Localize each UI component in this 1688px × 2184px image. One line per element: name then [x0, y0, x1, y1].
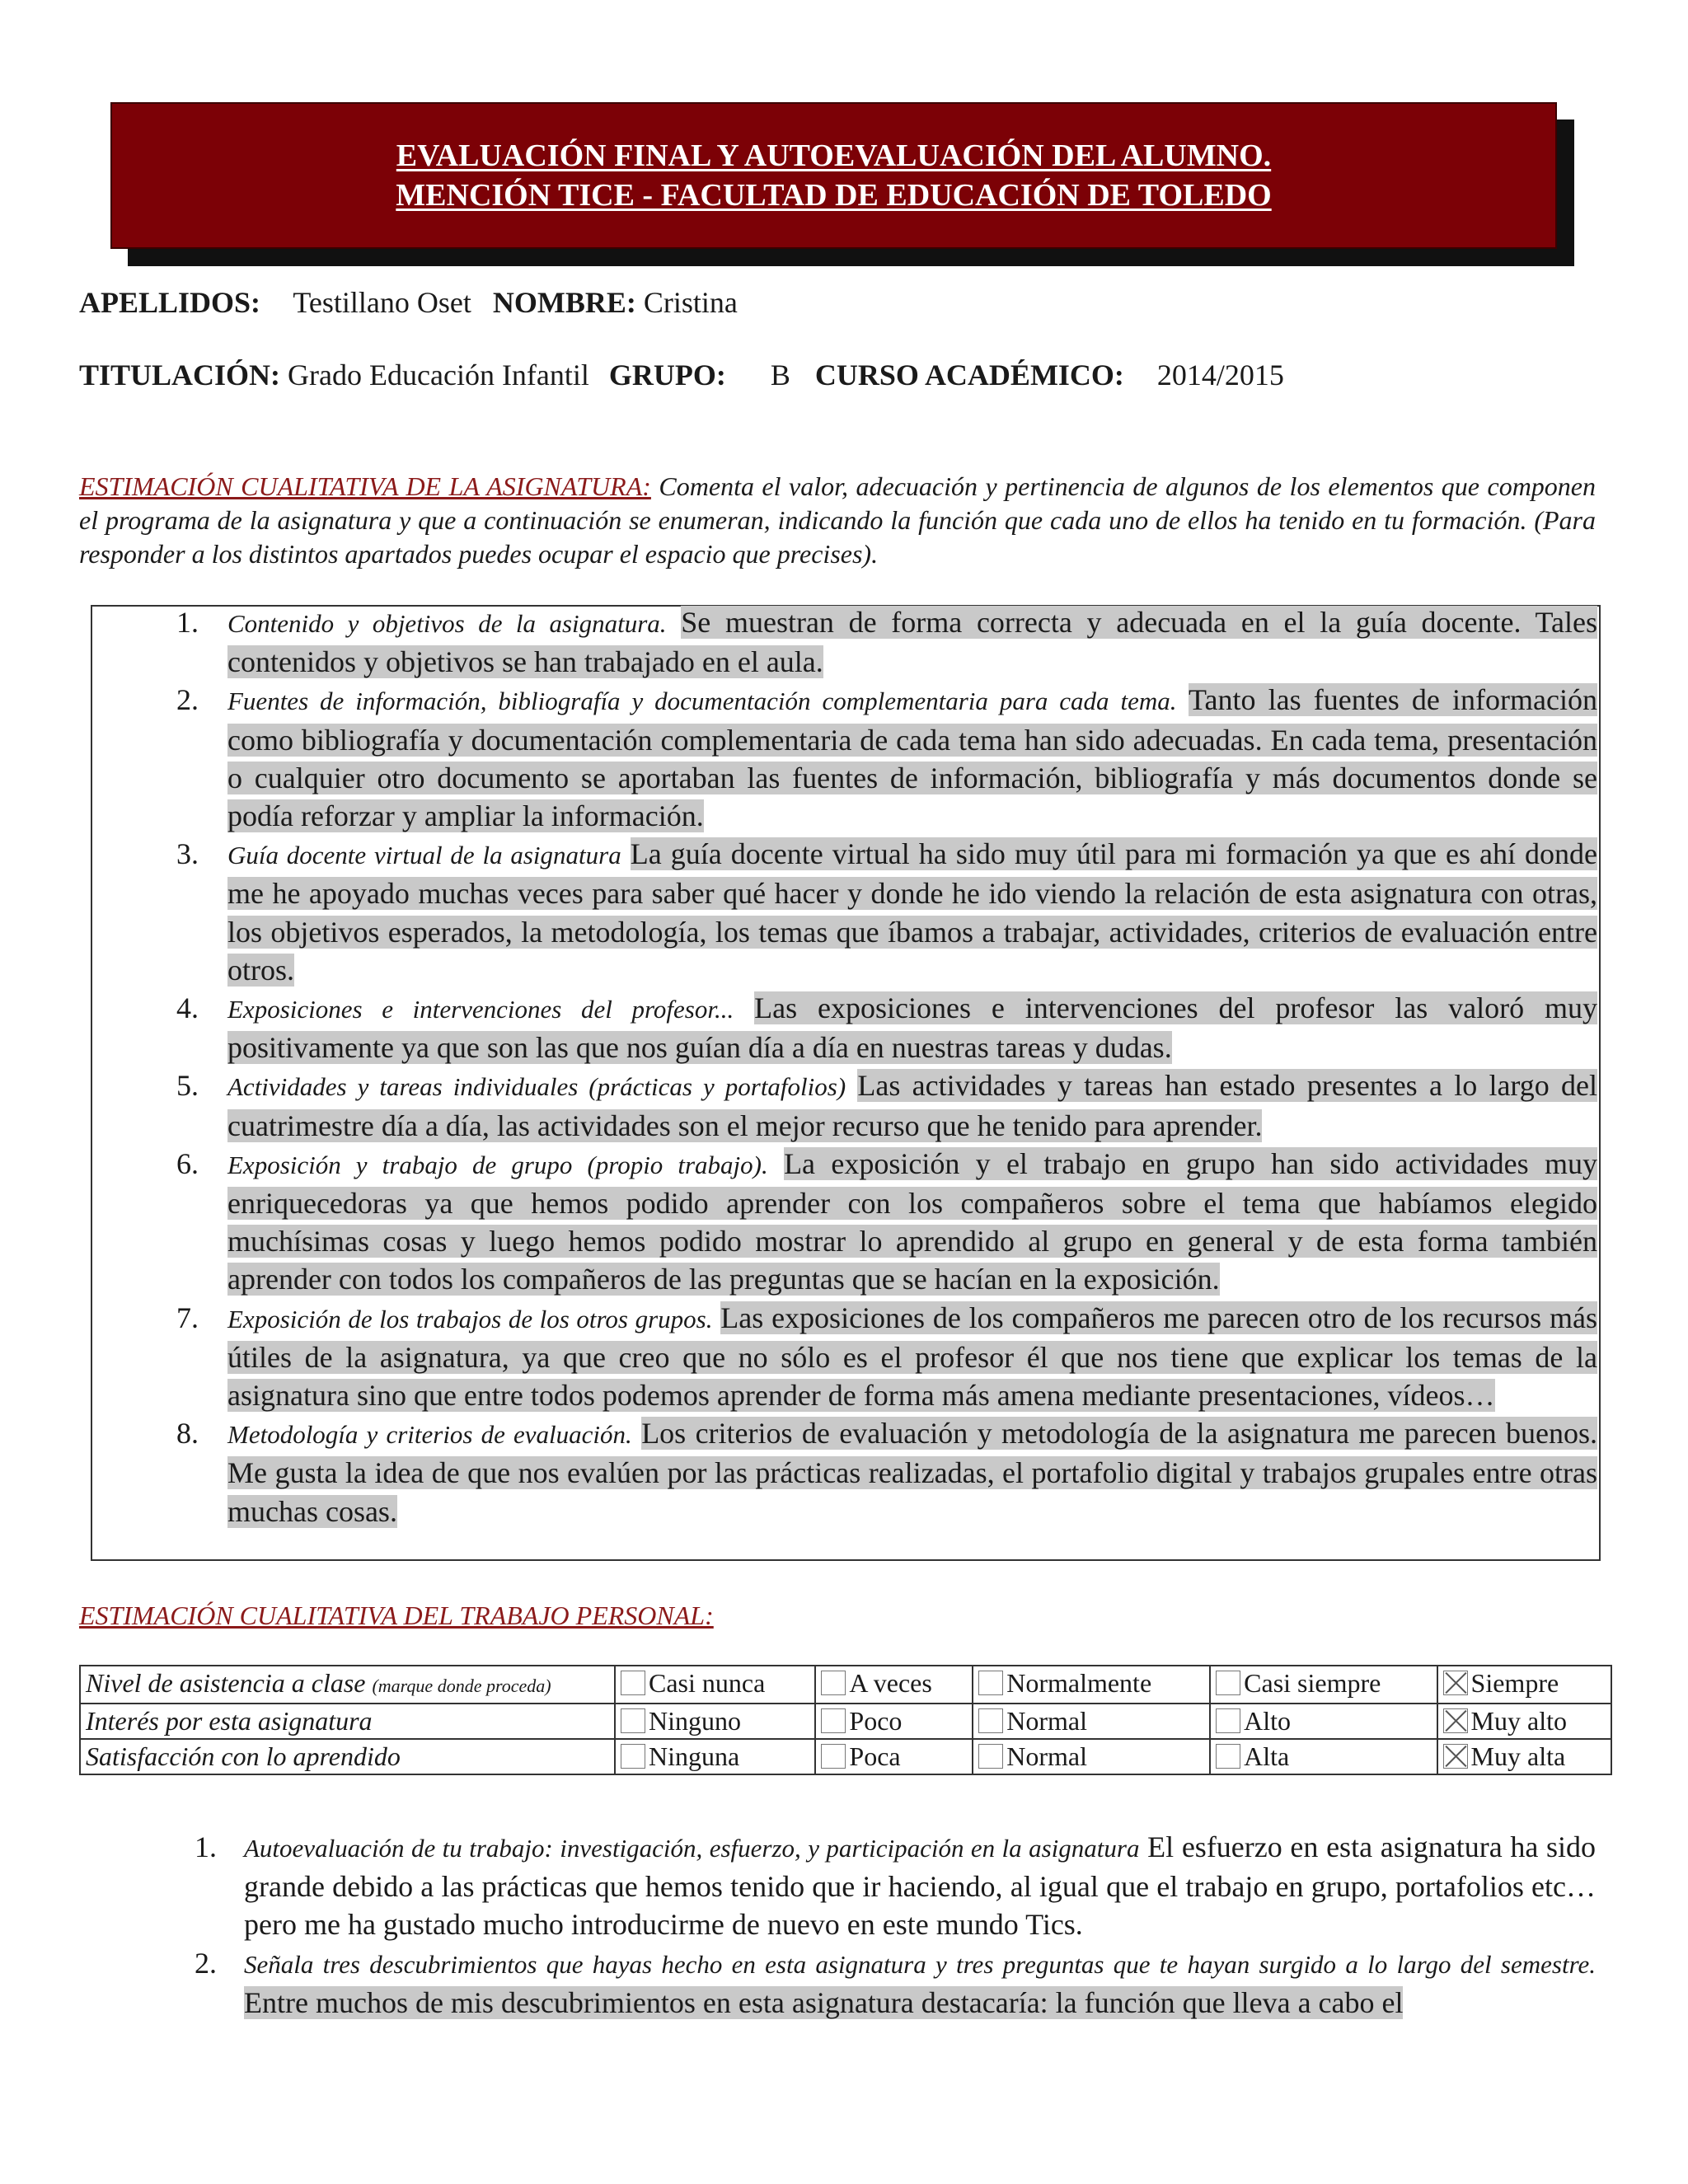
rating-label-text: Nivel de asistencia a clase — [86, 1668, 366, 1698]
rating-option[interactable] — [615, 1666, 815, 1704]
option-label: Casi siempre — [1244, 1668, 1381, 1698]
item-number: 6. — [176, 1146, 199, 1180]
item-number: 1. — [195, 1830, 217, 1863]
list-item — [91, 1414, 1601, 1530]
item-question: Fuentes de información, bibliografía y documentación complementaria para cada tema. — [227, 687, 1177, 716]
list-item — [91, 681, 1601, 835]
table-row — [80, 1704, 1611, 1739]
rating-option[interactable] — [815, 1704, 973, 1739]
item-question: Contenido y objetivos de la asignatura. — [227, 609, 667, 638]
option-label: Siempre — [1470, 1668, 1559, 1698]
checkbox-checked[interactable] — [1443, 1708, 1468, 1733]
option-label: Normal — [1006, 1741, 1087, 1771]
item-number: 8. — [176, 1417, 199, 1451]
rating-option[interactable] — [615, 1739, 815, 1774]
titulacion-label: TITULACIÓN: — [79, 359, 281, 391]
nombre-value: Cristina — [643, 286, 738, 319]
item-answer: Las exposiciones de los compañeros me parecen otro de los recursos más útiles de la asignatura, ya que creo que no sólo es el profesor él que nos tiene que explicar los temas de la asignatura sino que entre todos podemos aprender de forma más amena mediante presentaciones, vídeos… — [227, 1301, 1597, 1413]
checkbox[interactable] — [1216, 1708, 1240, 1733]
subject-items-list — [91, 603, 1601, 1530]
rating-label — [80, 1704, 615, 1739]
rating-label — [80, 1739, 615, 1774]
personal-section-title-wrap — [79, 1601, 714, 1631]
checkbox[interactable] — [621, 1708, 645, 1733]
grupo-label: GRUPO: — [608, 359, 726, 391]
rating-label-text: Satisfacción con lo aprendido — [86, 1741, 401, 1771]
checkbox[interactable] — [821, 1671, 846, 1695]
student-name-line — [79, 285, 738, 320]
rating-option[interactable] — [1437, 1704, 1611, 1739]
self-assessment-list — [79, 1828, 1599, 2022]
subject-section-instructions: Comenta el valor, adecuación y pertinencia de algunos de los elementos que componen el programa de la asignatura y que a continuación se enumeran, indicando la función que cada uno de ellos ha tenido en tu formación. (Para responder a los distintos apartados puedes ocupar el espacio que precises). — [79, 471, 1597, 569]
item-question: Señala tres descubrimientos que hayas hecho en esta asignatura y tres preguntas que te hayan surgido a lo largo del semestre. — [244, 1949, 1596, 1979]
item-question: Autoevaluación de tu trabajo: investigación, esfuerzo, y participación en la asignatura — [244, 1834, 1140, 1863]
list-item — [91, 989, 1601, 1066]
checkbox[interactable] — [1216, 1671, 1240, 1695]
rating-label-text: Interés por esta asignatura — [86, 1706, 373, 1736]
item-number: 4. — [176, 991, 199, 1025]
checkbox[interactable] — [978, 1671, 1003, 1695]
item-answer: Las actividades y tareas han estado presentes a lo largo del cuatrimestre día a día, las actividades son el mejor recurso que he tenido para aprender. — [227, 1069, 1598, 1142]
titulacion-value: Grado Educación Infantil — [288, 359, 589, 391]
item-question: Exposición de los trabajos de los otros grupos. — [227, 1304, 713, 1333]
item-question: Guía docente virtual de la asignatura — [227, 841, 621, 870]
table-row — [80, 1666, 1611, 1704]
rating-option[interactable] — [973, 1666, 1210, 1704]
option-label: Muy alta — [1470, 1741, 1566, 1771]
option-label: Poco — [849, 1706, 903, 1736]
list-item — [91, 1299, 1601, 1415]
item-question: Exposición y trabajo de grupo (propio trabajo). — [227, 1150, 768, 1179]
rating-option[interactable] — [973, 1704, 1210, 1739]
item-number: 2. — [176, 683, 199, 717]
item-answer: Las exposiciones e intervenciones del profesor las valoró muy positivamente ya que son las que nos guían día a día en nuestras tareas y dudas. — [227, 991, 1597, 1065]
item-answer: La exposición y el trabajo en grupo han sido actividades muy enriquecedoras ya que hemos podido aprender con los compañeros sobre el tema que habíamos elegido muchísimas cosas y luego hemos podido mostrar lo aprendido al grupo en general y de esta forma también aprender con todos los compañeros de las preguntas que se hacían en la exposición. — [227, 1146, 1597, 1296]
item-answer: El esfuerzo en esta asignatura ha sido grande debido a las prácticas que hemos tenido que ir haciendo, al igual que el trabajo en grupo, portafolios etc… pero me ha gustado mucho introducirme de nuevo en este mundo Tics. — [244, 1830, 1597, 1942]
student-program-line — [79, 358, 1284, 392]
option-label: Normalmente — [1006, 1668, 1152, 1698]
rating-label — [80, 1666, 615, 1704]
list-item — [91, 835, 1601, 989]
option-label: Poca — [849, 1741, 901, 1771]
apellidos-value: Testillano Oset — [293, 286, 471, 319]
option-label: Muy alto — [1470, 1706, 1567, 1736]
self-rating-table — [79, 1665, 1612, 1775]
rating-option[interactable] — [1210, 1666, 1437, 1704]
document-header — [110, 102, 1557, 249]
option-label: Ninguno — [649, 1706, 741, 1736]
curso-value: 2014/2015 — [1156, 359, 1284, 391]
personal-section-title: ESTIMACIÓN CUALITATIVA DEL TRABAJO PERSONAL: — [79, 1601, 714, 1630]
checkbox[interactable] — [621, 1744, 645, 1769]
item-number: 3. — [176, 837, 199, 871]
subject-section-intro — [79, 470, 1596, 571]
option-label: A veces — [849, 1668, 932, 1698]
item-answer: Entre muchos de mis descubrimientos en esta asignatura destacaría: la función que lleva a cabo el — [244, 1985, 1404, 2019]
item-number: 2. — [195, 1946, 217, 1980]
option-label: Normal — [1006, 1706, 1087, 1736]
checkbox[interactable] — [621, 1671, 645, 1695]
list-item — [91, 1066, 1601, 1144]
table-row — [80, 1739, 1611, 1774]
nombre-label: NOMBRE: — [492, 286, 636, 319]
checkbox-checked[interactable] — [1443, 1671, 1468, 1695]
checkbox[interactable] — [978, 1708, 1003, 1733]
item-number: 7. — [176, 1301, 199, 1334]
curso-label: CURSO ACADÉMICO: — [814, 359, 1124, 391]
rating-option[interactable] — [1437, 1666, 1611, 1704]
list-item — [91, 1145, 1601, 1299]
checkbox[interactable] — [821, 1708, 846, 1733]
rating-option[interactable] — [815, 1739, 973, 1774]
rating-option[interactable] — [1210, 1704, 1437, 1739]
list-item — [79, 1944, 1599, 2022]
rating-option[interactable] — [973, 1739, 1210, 1774]
item-number: 1. — [176, 606, 199, 639]
rating-label-note: (marque donde proceda) — [372, 1675, 551, 1696]
checkbox[interactable] — [1216, 1744, 1240, 1769]
list-item — [91, 603, 1601, 681]
item-question: Exposiciones e intervenciones del profesor... — [227, 995, 734, 1024]
checkbox[interactable] — [978, 1744, 1003, 1769]
apellidos-label: APELLIDOS: — [79, 286, 261, 319]
checkbox[interactable] — [821, 1744, 846, 1769]
item-question: Metodología y criterios de evaluación. — [227, 1420, 632, 1450]
list-item — [79, 1828, 1599, 1944]
grupo-value: B — [770, 359, 790, 391]
rating-option[interactable] — [815, 1666, 973, 1704]
item-answer: Se muestran de forma correcta y adecuada en el la guía docente. Tales contenidos y objetivos se han trabajado en el aula. — [227, 606, 1597, 679]
subject-section-title: ESTIMACIÓN CUALITATIVA DE LA ASIGNATURA: — [79, 471, 651, 501]
checkbox-checked[interactable] — [1443, 1744, 1468, 1769]
rating-option[interactable] — [1437, 1739, 1611, 1774]
item-question: Actividades y tareas individuales (prácticas y portafolios) — [227, 1072, 846, 1102]
option-label: Alta — [1244, 1741, 1290, 1771]
header-title-line2: MENCIÓN TICE - FACULTAD DE EDUCACIÓN DE TOLEDO — [396, 178, 1272, 213]
item-answer: Los criterios de evaluación y metodología de la asignatura me parecen buenos. Me gusta la idea de que nos evalúen por las prácticas realizadas, el portafolio digital y trabajos grupales entre otras muchas cosas. — [227, 1417, 1598, 1528]
option-label: Casi nunca — [649, 1668, 766, 1698]
rating-option[interactable] — [615, 1704, 815, 1739]
option-label: Alto — [1244, 1706, 1292, 1736]
header-title-line1: EVALUACIÓN FINAL Y AUTOEVALUACIÓN DEL ALUMNO. — [396, 138, 1272, 173]
rating-option[interactable] — [1210, 1739, 1437, 1774]
item-answer: La guía docente virtual ha sido muy útil para mi formación ya que es ahí donde me he apoyado muchas veces para saber qué hacer y donde he ido viendo la relación de esta asignatura con otras, los objetivos esperados, la metodología, los temas que íbamos a trabajar, actividades, criterios de evaluación entre otros. — [227, 837, 1598, 987]
option-label: Ninguna — [649, 1741, 740, 1771]
item-answer: Tanto las fuentes de información como bibliografía y documentación complementaria de cada tema han sido adecuadas. En cada tema, presentación o cualquier otro documento se aportaban las fuentes de información, bibliografía y más documentos donde se podía reforzar y ampliar la información. — [227, 683, 1597, 833]
item-number: 5. — [176, 1069, 199, 1103]
